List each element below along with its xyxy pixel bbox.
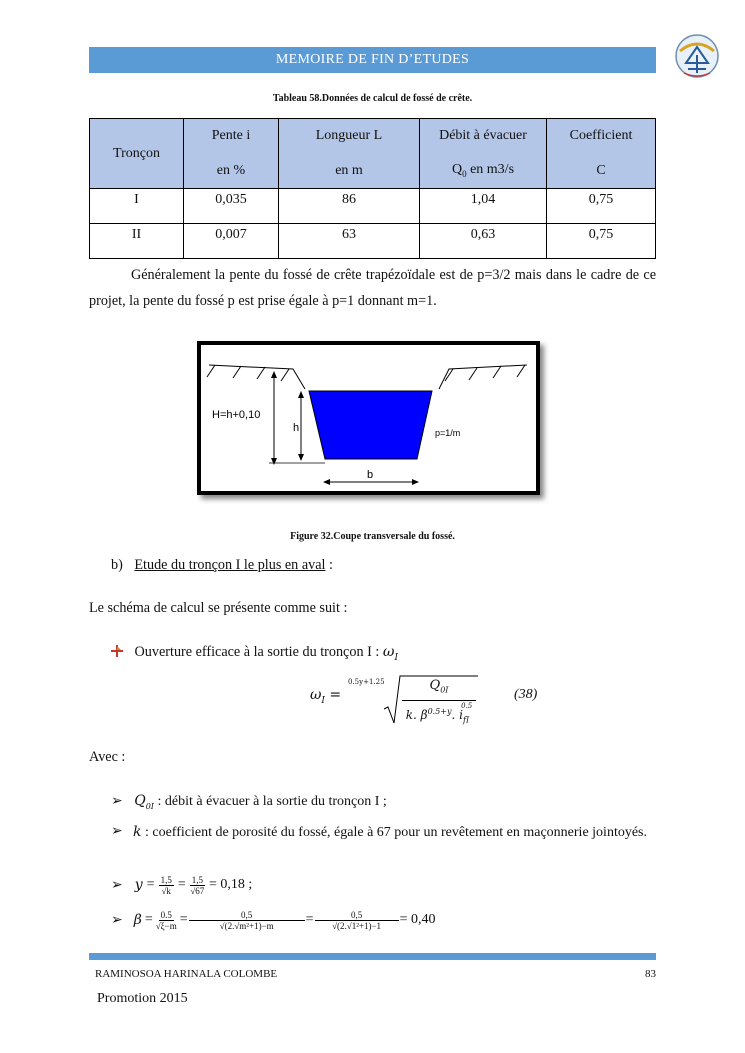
label-b: b	[367, 469, 374, 481]
school-logo	[674, 33, 720, 79]
cell-pente: 0,007	[184, 224, 279, 259]
cell-coef: 0,75	[547, 224, 656, 259]
data-table	[89, 118, 656, 259]
label-H: H=h+0,10	[212, 409, 261, 421]
section-heading: b) Etude du tronçon I le plus en aval :	[111, 557, 333, 573]
header-pente-unit: en %	[184, 154, 279, 189]
root-index: 0.5y+1.25	[348, 678, 385, 686]
cell-longueur: 63	[279, 224, 420, 259]
table-row	[90, 224, 656, 259]
fraction: $\frac{0,5}{\text{√(2.√m²+1)−m}}$	[191, 910, 303, 931]
cell-troncon: I	[90, 189, 184, 224]
cell-pente: 0,035	[184, 189, 279, 224]
equation-number: (38)	[514, 687, 538, 702]
formula-38: $\omega_I$ = 0.5y+1.25 $Q_{0I}$ k. $\beta^{0.5+y}$. $i_{fI}^{0.5}$ (38)	[310, 675, 550, 727]
ouverture-line: Ouverture efficace à la sortie du tronçon I : $\omega_I$	[111, 644, 398, 663]
cell-debit: 0,63	[420, 224, 547, 259]
figure-caption: Figure 32.Coupe transversale du fossé.	[290, 531, 455, 542]
cell-debit: 1,04	[420, 189, 547, 224]
footer-promotion: Promotion 2015	[97, 991, 188, 1006]
arrow-bullet-icon: ➢	[111, 824, 123, 839]
cross-section-figure	[197, 341, 540, 495]
cross-section-drawing	[201, 345, 536, 491]
header-coefficient-unit: C	[547, 154, 656, 189]
header-debit-unit: $Q_0$ en m3/s	[420, 154, 547, 189]
cell-longueur: 86	[279, 189, 420, 224]
label-h: h	[293, 422, 300, 434]
header-title: MEMOIRE DE FIN D’ETUDES	[275, 52, 470, 67]
fraction: $\frac{0,5}{\text{√(2.√1²+1)−1}}$	[317, 910, 397, 931]
fraction: $\frac{1,5}{√67}$	[190, 874, 205, 896]
section-title: Etude du tronçon I le plus en aval	[134, 557, 326, 573]
section-marker: b)	[111, 557, 123, 573]
cell-coef: 0,75	[547, 189, 656, 224]
header-longueur: Longueur L	[279, 119, 420, 154]
schema-intro: Le schéma de calcul se présente comme suit :	[89, 600, 348, 616]
footer-author: RAMINOSOA HARINALA COLOMBE	[95, 968, 278, 980]
list-item: ➢ β = $\frac{0.5}{√\xi-m}$ = $\frac{0,5}{\text{√(2.√m²+1)−m}}$ = $\frac{0,5}{\text{√(2.√1²+1)−1}}$ = 0,40	[111, 909, 436, 931]
table-caption: Tableau 58.Données de calcul de fossé de crête.	[272, 93, 473, 104]
header-troncon: Tronçon	[90, 119, 184, 189]
label-p: p=1/m	[435, 428, 461, 438]
arrow-bullet-icon: ➢	[111, 877, 123, 893]
header-pente: Pente i	[184, 119, 279, 154]
water-section	[309, 391, 432, 459]
arrow-bullet-icon	[111, 645, 123, 657]
fraction: $\frac{0.5}{√\xi-m}$	[155, 909, 177, 931]
header-debit: Débit à évacuer	[420, 119, 547, 154]
fraction: $Q_{0I}$ k. $\beta^{0.5+y}$. $i_{fI}^{0.5}$	[402, 677, 476, 731]
cell-troncon: II	[90, 224, 184, 259]
table-row	[90, 189, 656, 224]
header-bar	[89, 47, 656, 73]
arrow-bullet-icon: ➢	[111, 912, 123, 928]
arrow-bullet-icon: ➢	[111, 794, 123, 809]
list-item: ➢ k : coefficient de porosité du fossé, égale à 67 pour un revêtement en maçonnerie jointoyés.	[111, 819, 656, 846]
list-item: ➢ $Q_{0I}$ : débit à évacuer à la sortie du tronçon I ;	[111, 793, 387, 811]
list-item: ➢ y = $\frac{1,5}{√k}$ = $\frac{1,5}{√67}$ = 0,18 ;	[111, 874, 253, 896]
paragraph-pente: Généralement la pente du fossé de crête trapézoïdale est de p=3/2 mais dans le cadre de ce projet, la pente du fossé p est prise égale à p=1 donnant m=1.	[89, 267, 656, 309]
fraction: $\frac{1,5}{√k}$	[160, 874, 172, 896]
page-number: 83	[645, 968, 656, 980]
footer-bar	[89, 953, 656, 960]
avec-label: Avec :	[89, 749, 126, 765]
header-longueur-unit: en m	[279, 154, 420, 189]
header-coefficient: Coefficient	[547, 119, 656, 154]
